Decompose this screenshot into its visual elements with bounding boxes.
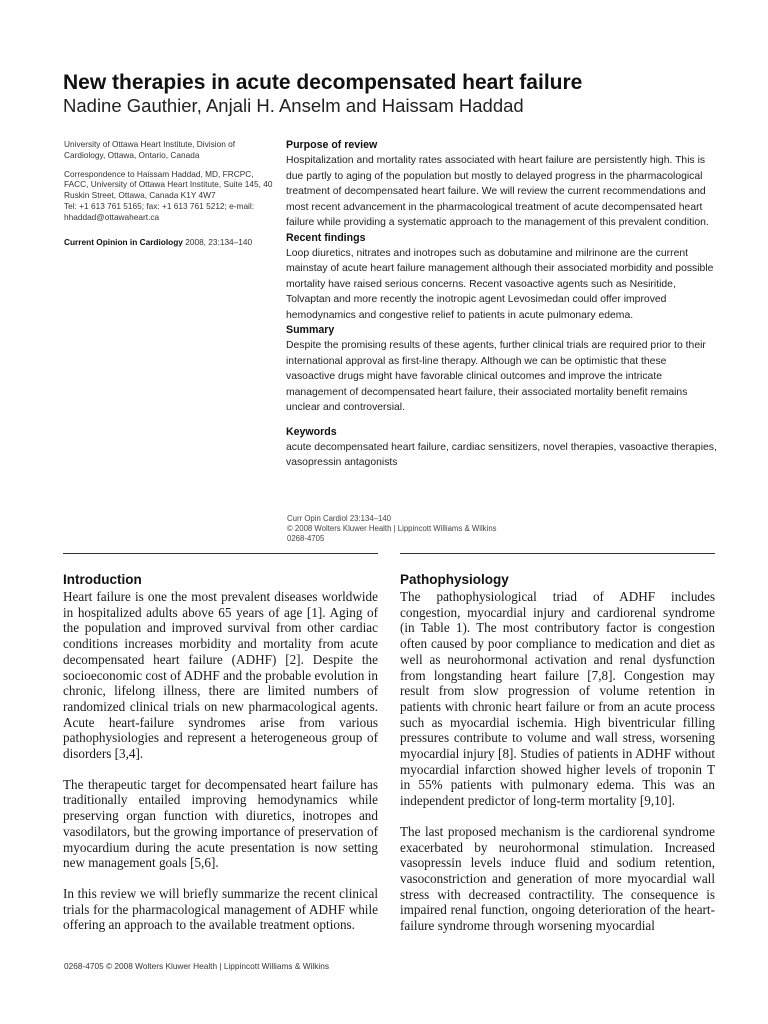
body-paragraph: The pathophysiological triad of ADHF includes congestion, myocardial injury and cardiorenal syndrome (in Table 1). The most contributory factor is congestion often caused by poor compliance to medication and diet as well as neurohormonal activation and renal dysfunction from longstanding heart failure [7,8]. Congestion may result from slow progression of volume retention in patients with chronic heart failure or from an acute process such as myocardial ischemia. High biventricular filling pressures contribute to volume and wall stress, worsening myocardial injury [8]. Studies of patients in ADHF without myocardial infarction showed higher levels of troponin T in 55% patients with pulmonary edema. This was an independent predictor of long-term mortality [9,10]. — [400, 589, 715, 809]
findings-heading: Recent findings — [286, 231, 366, 244]
citation-line: Curr Opin Cardiol 23:134–140 — [287, 514, 392, 523]
issn-line: 0268-4705 — [287, 534, 325, 543]
body-paragraph: The therapeutic target for decompensated heart failure has traditionally entailed improving hemodynamics while preserving organ function with diuretics, inotropes and vasodilators, but the growing importance of preservation of myocardium during the acute presentation is now setting new management goals [5,6]. — [63, 776, 378, 871]
correspondence: Correspondence to Haissam Haddad, MD, FRCPC, FACC, University of Ottawa Heart Institute, Suite 145, 40 Ruskin Street, Ottawa, Canada K1Y 4W7 — [64, 168, 273, 201]
journal-volume-pages: 2008, 23:134–140 — [182, 236, 253, 247]
journal-reference — [64, 237, 274, 248]
pathophysiology-heading: Pathophysiology — [400, 572, 509, 587]
affiliation: University of Ottawa Heart Institute, Division of Cardiology, Ottawa, Ontario, Canada — [64, 139, 236, 160]
summary-text: Despite the promising results of these agents, further clinical trials are required prior to their international approval as first-line therapy. Although we can be optimistic that these vasoactive drugs might have favorable clinical outcomes and improve the intricate management of decompensated heart failure, their associated mortality benefit remains unclear and controversial. — [286, 340, 706, 413]
section-divider-left — [63, 553, 378, 554]
introduction-heading: Introduction — [63, 572, 142, 587]
structured-abstract — [286, 138, 718, 471]
article-authors: Nadine Gauthier, Anjali H. Anselm and Haissam Haddad — [63, 95, 524, 116]
page-footer: 0268-4705 © 2008 Wolters Kluwer Health | Lippincott Williams & Wilkins — [64, 961, 329, 971]
body-paragraph: The last proposed mechanism is the cardiorenal syndrome exacerbated by neurohormonal stimulation. Increased vasopressin levels induce fluid and sodium retention, vasoconstriction and generation of more myocardial wall stress with decreased contractility. The consequence is impaired renal function, ongoing deterioration of the heart-failure syndrome through worsening myocardial — [400, 823, 715, 934]
keywords-heading: Keywords — [286, 425, 337, 438]
body-paragraph: Heart failure is one the most prevalent diseases worldwide in hospitalized adults above 65 years of age [1]. Aging of the population and improved survival from other cardiac conditions increases morbidity and mortality from acute decompensated heart failure (ADHF) [2]. Despite the socioeconomic cost of ADHF and the probable evolution in chronic, lifelong illness, there are limited numbers of randomized clinical trials on new pharmacological agents. Acute heart-failure syndromes arise from various pathophysiologies and represent a heterogeneous group of disorders [3,4]. — [63, 589, 378, 762]
section-divider-right — [400, 553, 715, 554]
summary-heading: Summary — [286, 324, 335, 336]
findings-text: Loop diuretics, nitrates and inotropes such as dobutamine and milrinone are the current mainstay of acute heart failure management although their associated morbidity and possible mortality have raised serious concerns. Recent vasoactive agents such as Nesiritide, Tolvaptan and more recently the inotropic agent Levosimedan could offer improved hemodynamics and congestive relief to patients in acute pulmonary edema. — [286, 247, 714, 321]
body-paragraph: In this review we will briefly summarize the recent clinical trials for the pharmacological management of ADHF while offering an approach to the available treatment options. — [63, 885, 378, 933]
keywords-text: acute decompensated heart failure, cardiac sensitizers, novel therapies, vasoactive therapies, vasopressin antagonists — [286, 441, 717, 468]
introduction-section — [63, 571, 378, 933]
author-info-sidebar — [64, 139, 274, 247]
copyright-line: © 2008 Wolters Kluwer Health | Lippincott Williams & Wilkins — [287, 524, 497, 533]
article-title: New therapies in acute decompensated heart failure — [63, 71, 583, 94]
purpose-heading: Purpose of review — [286, 139, 378, 151]
pathophysiology-section — [400, 571, 715, 934]
journal-name: Current Opinion in Cardiology — [64, 236, 183, 247]
citation-block — [287, 514, 587, 544]
contact-info: Tel: +1 613 761 5165; fax: +1 613 761 5212; e-mail: hhaddad@ottawaheart.ca — [64, 200, 255, 222]
purpose-text: Hospitalization and mortality rates associated with heart failure are persistently high. This is due partly to aging of the population but mostly to delayed progress in the pharmacological treatment of decompensated heart failure. We will review the current recommendations and most recent advancement in the pharmacological treatment of acute decompensated heart failure while providing a systematic approach to the management of this prevalent condition. — [286, 155, 709, 228]
